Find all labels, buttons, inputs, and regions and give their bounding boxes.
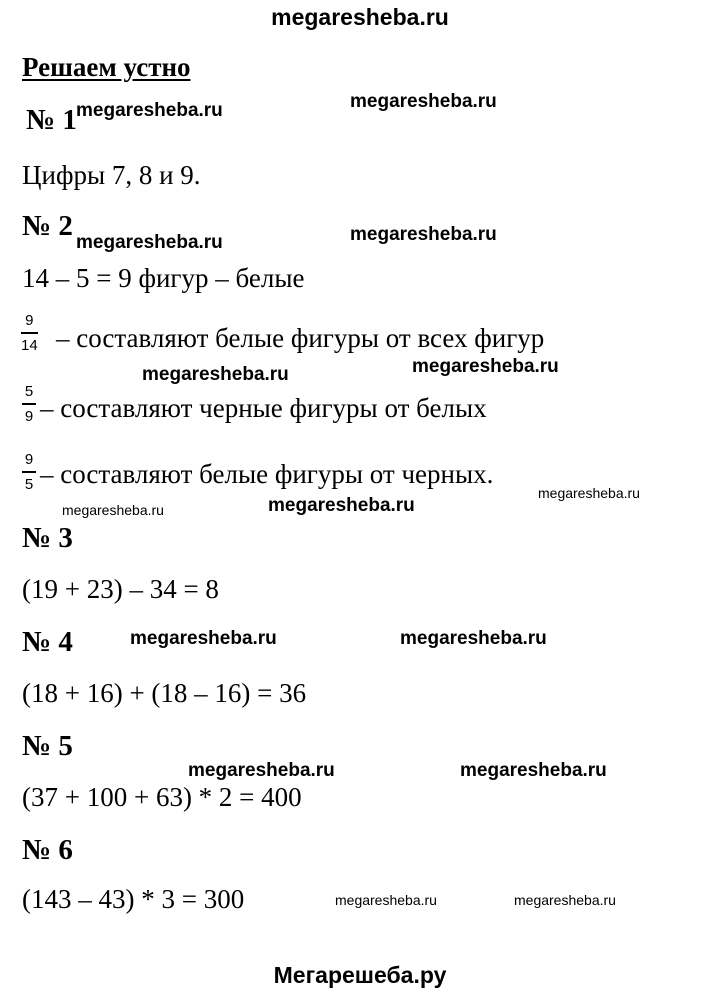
fraction-denominator: 5 [24, 475, 34, 493]
problem-6-number: № 6 [22, 834, 73, 866]
fraction-bar [21, 332, 38, 334]
fraction-3-text: – составляют белые фигуры от черных. [40, 459, 494, 489]
fraction-1-text: – составляют белые фигуры от всех фигур [56, 323, 545, 353]
site-header: megaresheba.ru [271, 4, 449, 30]
fraction-2-text: – составляют черные фигуры от белых [40, 393, 487, 423]
watermark: megaresheba.ru [412, 356, 559, 377]
problem-2-line-1: 14 – 5 = 9 фигур – белые [22, 263, 305, 293]
watermark: megaresheba.ru [130, 628, 277, 649]
problem-4-answer: (18 + 16) + (18 – 16) = 36 [22, 678, 307, 708]
fraction-numerator: 5 [24, 383, 34, 400]
watermark: megaresheba.ru [188, 760, 335, 781]
fraction-bar [22, 471, 36, 473]
problem-2-number: № 2 [22, 210, 73, 242]
fraction-numerator: 9 [25, 312, 34, 329]
watermark: megaresheba.ru [76, 232, 223, 253]
problem-4-number: № 4 [22, 626, 73, 658]
watermark: megaresheba.ru [268, 495, 415, 516]
watermark: megaresheba.ru [400, 628, 547, 649]
watermark: megaresheba.ru [335, 892, 437, 908]
problem-1-number: № 1 [26, 104, 77, 136]
fraction-bar [22, 403, 36, 405]
watermark: megaresheba.ru [62, 502, 164, 518]
fraction-denominator: 14 [21, 336, 38, 354]
fraction-numerator: 9 [24, 451, 34, 468]
watermark: megaresheba.ru [76, 100, 223, 121]
fraction-denominator: 9 [24, 407, 34, 425]
watermark: megaresheba.ru [460, 760, 607, 781]
problem-1-answer: Цифры 7, 8 и 9. [22, 160, 201, 190]
watermark: megaresheba.ru [538, 485, 640, 501]
problem-5-number: № 5 [22, 730, 73, 762]
watermark: megaresheba.ru [514, 892, 616, 908]
watermark: megaresheba.ru [142, 364, 289, 385]
problem-6-answer: (143 – 43) * 3 = 300 [22, 884, 245, 914]
problem-3-answer: (19 + 23) – 34 = 8 [22, 574, 219, 604]
site-footer: Мегарешеба.ру [273, 962, 447, 988]
watermark: megaresheba.ru [350, 224, 497, 245]
section-title: Решаем устно [22, 52, 191, 82]
fraction-9-14 [21, 313, 38, 354]
problem-3-number: № 3 [22, 522, 73, 554]
problem-5-answer: (37 + 100 + 63) * 2 = 400 [22, 782, 302, 812]
fraction-5-9 [22, 384, 36, 425]
watermark: megaresheba.ru [350, 91, 497, 112]
fraction-9-5 [22, 452, 36, 493]
